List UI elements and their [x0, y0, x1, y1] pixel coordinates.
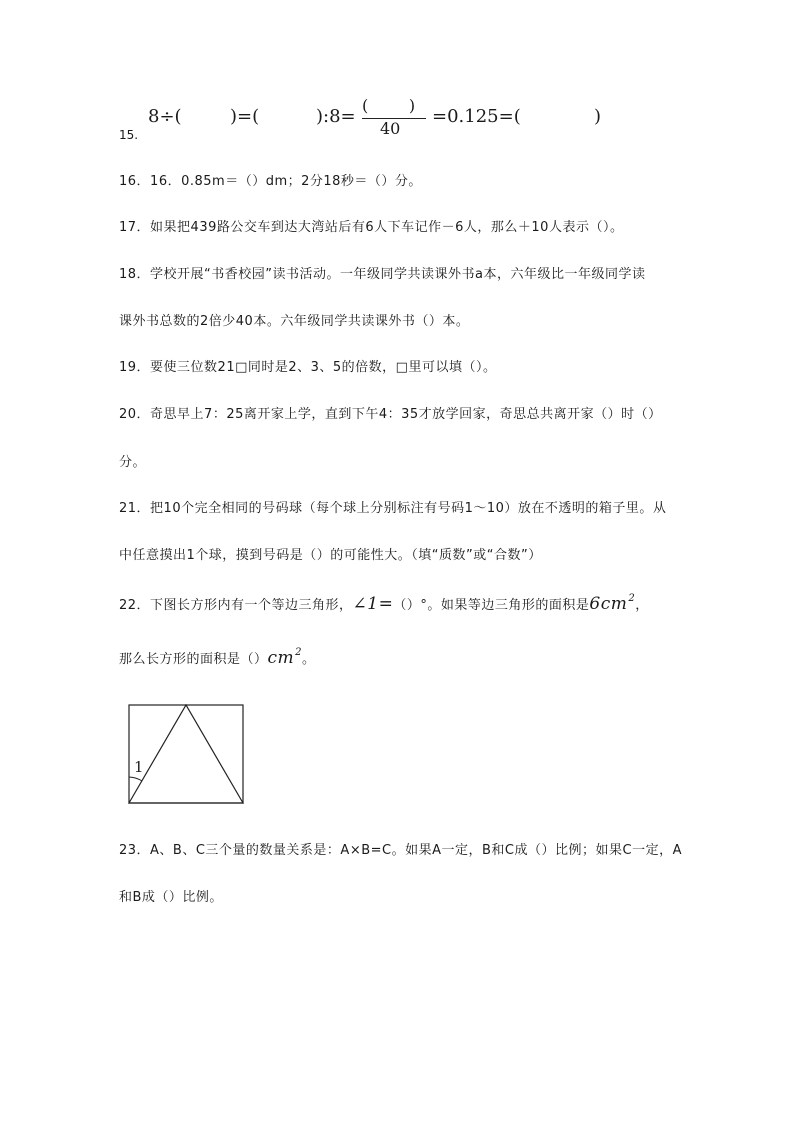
equilateral-triangle	[129, 705, 243, 803]
q22-line2	[119, 648, 316, 668]
q21-line2: 中任意摸出1个球，摸到号码是（）的可能性大。（填“质数”或“合数”）	[119, 548, 542, 563]
q21-line1: 21．把10个完全相同的号码球（每个球上分别标注有号码1～10）放在不透明的箱子里。从	[119, 501, 667, 516]
q16-text: 16．16．0.85m＝（）dm；2分18秒＝（）分。	[119, 174, 422, 189]
q15-number: 15.	[119, 128, 139, 142]
q20-line1: 20．奇思早上7：25离开家上学，直到下午4：35才放学回家，奇思总共离开家（）时（）	[119, 407, 662, 422]
q18-line1: 18．学校开展“书香校园”读书活动。一年级同学共读课外书a本，六年级比一年级同学读	[119, 267, 646, 282]
area-unit: cm	[267, 648, 295, 668]
triangle-area: 6cm	[589, 594, 628, 614]
angle-1-symbol: ∠1=	[352, 594, 394, 614]
rectangle-triangle-figure	[126, 703, 246, 807]
q20-line2: 分。	[119, 455, 147, 470]
q15-part1: 8÷(	[148, 106, 182, 127]
q22-line2-b: 。	[302, 652, 316, 667]
q15-part2: )=(	[230, 106, 260, 127]
q22-line2-a: 那么长方形的面积是（）	[119, 652, 268, 667]
angle-1-arc	[129, 777, 142, 781]
q18-line2: 课外书总数的2倍少40本。六年级同学共读课外书（）本。	[119, 314, 470, 329]
q15-part3: ):8=	[316, 106, 356, 127]
q15-numerator: ( )	[362, 96, 416, 115]
q15-denominator: 40	[380, 119, 401, 138]
q22-line1-c: ，	[635, 598, 649, 613]
unit-exponent: 2	[295, 647, 303, 658]
area-exponent: 2	[628, 593, 636, 604]
angle-1-label: 1	[134, 758, 144, 776]
q15-part4: =0.125=(	[432, 106, 521, 127]
q23-line1: 23．A、B、C三个量的数量关系是：A×B=C。如果A一定，B和C成（）比例；如果C一定，A	[119, 843, 682, 858]
q19-text: 19．要使三位数21□同时是2、3、5的倍数，□里可以填（）。	[119, 360, 497, 375]
q22-line1	[119, 594, 649, 614]
rectangle	[129, 705, 243, 803]
q22-line1-b: （）°。如果等边三角形的面积是	[393, 598, 590, 613]
q17-text: 17．如果把439路公交车到达大湾站后有6人下车记作－6人，那么＋10人表示（）。	[119, 220, 624, 235]
q22-line1-a: 22．下图长方形内有一个等边三角形，	[119, 598, 353, 613]
q15-part5: )	[594, 106, 602, 127]
q23-line2: 和B成（）比例。	[119, 890, 223, 905]
